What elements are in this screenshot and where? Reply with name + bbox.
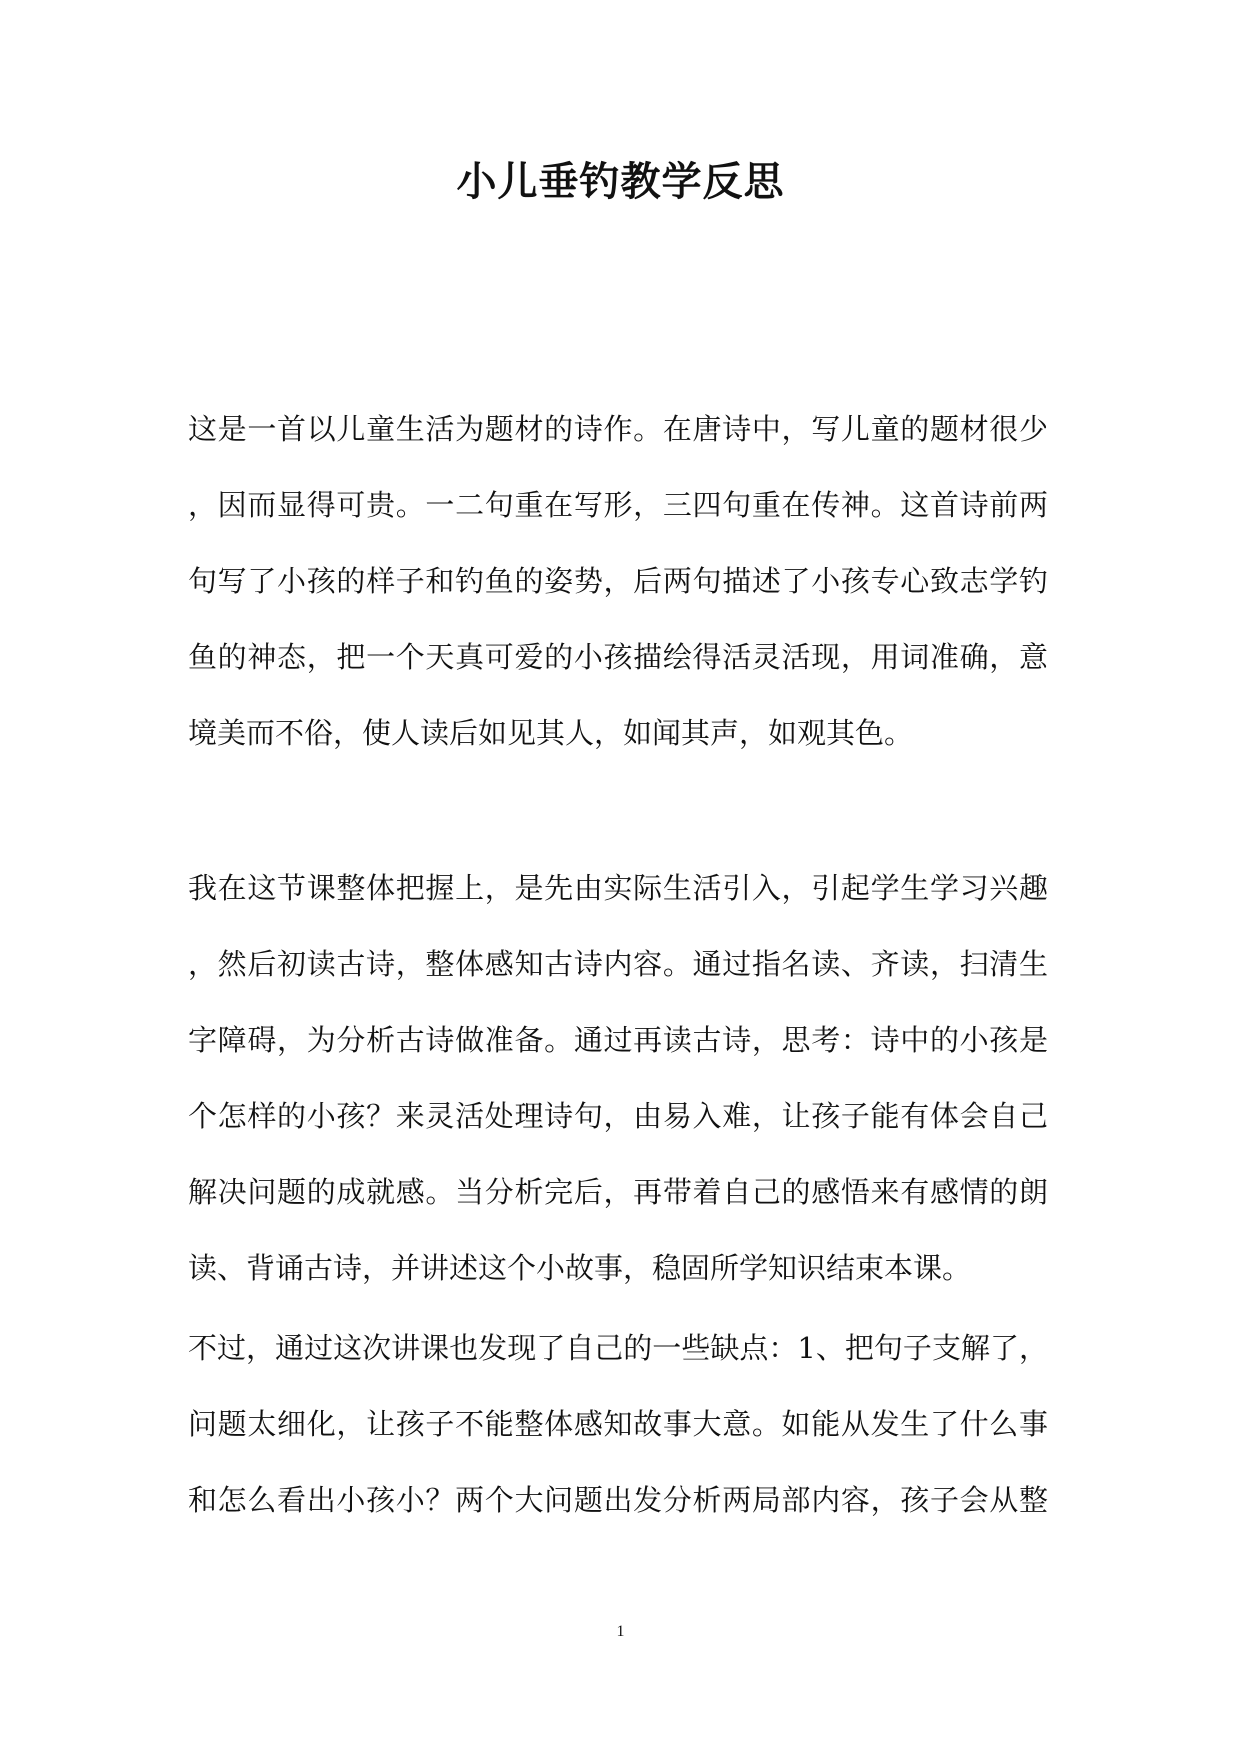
paragraph-line: 不过，通过这次讲课也发现了自己的一些缺点：1、把句子支解了， [188, 1331, 1048, 1365]
paragraph-3 [188, 1310, 1048, 1538]
paragraph-1 [188, 391, 1048, 771]
paragraph-line: ，因而显得可贵。一二句重在写形，三四句重在传神。这首诗前两 [188, 488, 1048, 522]
paragraph-line: 境美而不俗，使人读后如见其人，如闻其声，如观其色。 [188, 716, 914, 750]
page-number: 1 [616, 1623, 625, 1640]
paragraph-line: ，然后初读古诗，整体感知古诗内容。通过指名读、齐读，扫清生 [188, 947, 1048, 981]
document-title: 小儿垂钓教学反思 [456, 158, 785, 205]
paragraph-line: 问题太细化，让孩子不能整体感知故事大意。如能从发生了什么事 [188, 1407, 1048, 1441]
paragraph-line: 字障碍，为分析古诗做准备。通过再读古诗，思考：诗中的小孩是 [188, 1023, 1048, 1057]
paragraph-line: 解决问题的成就感。当分析完后，再带着自己的感悟来有感情的朗 [188, 1175, 1048, 1209]
paragraph-2 [188, 850, 1048, 1306]
paragraph-line: 我在这节课整体把握上，是先由实际生活引入，引起学生学习兴趣 [188, 871, 1048, 905]
paragraph-line: 读、背诵古诗，并讲述这个小故事，稳固所学知识结束本课。 [188, 1251, 972, 1285]
paragraph-line: 这是一首以儿童生活为题材的诗作。在唐诗中，写儿童的题材很少 [188, 412, 1048, 446]
paragraph-line: 和怎么看出小孩小？两个大问题出发分析两局部内容，孩子会从整 [188, 1483, 1048, 1517]
paragraph-line: 鱼的神态，把一个天真可爱的小孩描绘得活灵活现，用词准确，意 [188, 640, 1048, 674]
paragraph-line: 句写了小孩的样子和钓鱼的姿势，后两句描述了小孩专心致志学钓 [188, 564, 1048, 598]
paragraph-line: 个怎样的小孩？来灵活处理诗句，由易入难，让孩子能有体会自己 [188, 1099, 1048, 1133]
